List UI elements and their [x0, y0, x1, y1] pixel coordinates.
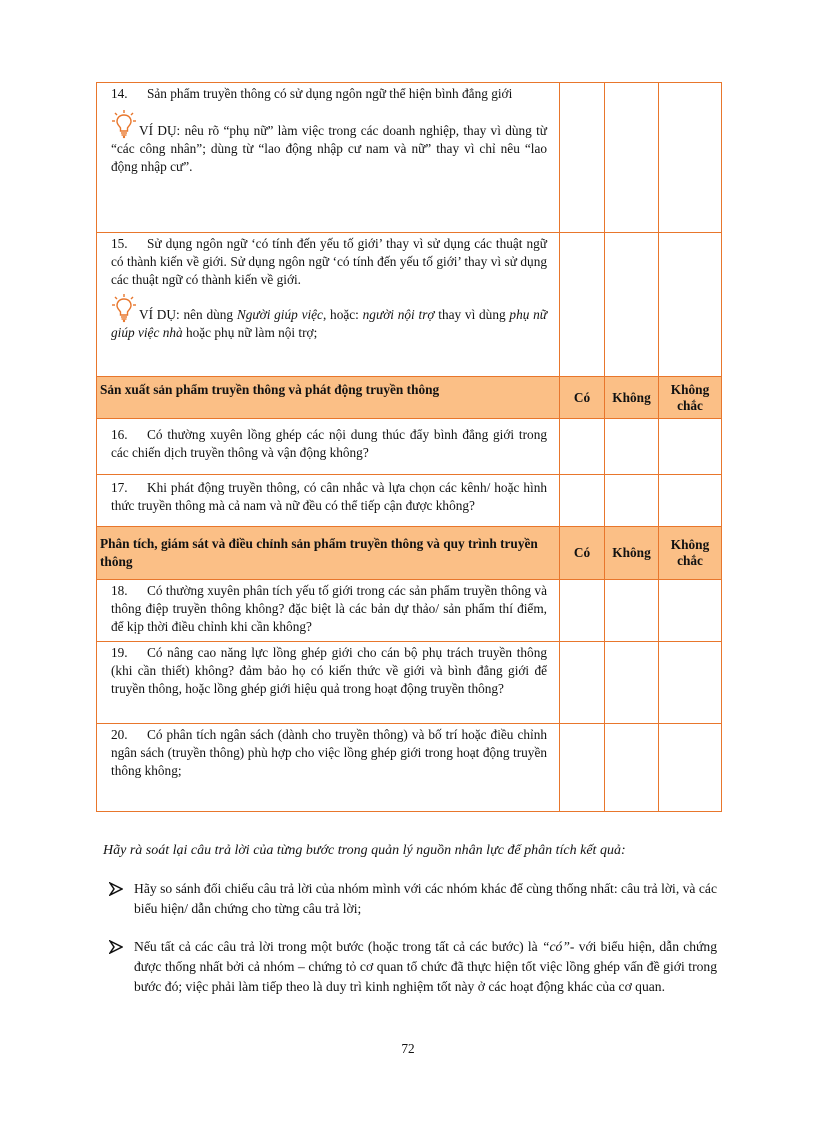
- answer-unsure-cell[interactable]: [659, 724, 722, 812]
- example-label: VÍ DỤ:: [139, 307, 180, 322]
- item-number: 19.: [111, 645, 128, 660]
- answer-unsure-cell[interactable]: [659, 419, 722, 475]
- answer-yes-cell[interactable]: [560, 83, 605, 233]
- col-header-yes: Có: [560, 527, 605, 580]
- question-cell: [97, 83, 560, 233]
- checklist-table: [96, 82, 722, 812]
- question-cell: [97, 419, 560, 475]
- item-text: Có thường xuyên phân tích yếu tố giới trong các sản phẩm truyền thông và thông điệp truyền thông không? đặc biệt là các bản dự thảo/ sản phẩm thí điểm, để kịp thời điều chỉnh khi cần không?: [111, 583, 547, 634]
- answer-unsure-cell[interactable]: [659, 475, 722, 527]
- answer-no-cell[interactable]: [605, 724, 659, 812]
- answer-unsure-cell[interactable]: [659, 642, 722, 724]
- question-cell: [97, 724, 560, 812]
- item-text: Khi phát động truyền thông, có cân nhắc và lựa chọn các kênh/ hoặc hình thức truyền thông mà cả nam và nữ đều có thể tiếp cận được không?: [111, 480, 547, 513]
- table-row: [97, 83, 722, 233]
- bullet-text-italic: “có”-: [541, 939, 575, 954]
- answer-no-cell[interactable]: [605, 83, 659, 233]
- section-header-row: [97, 527, 722, 580]
- answer-yes-cell[interactable]: [560, 580, 605, 642]
- col-header-no: Không: [605, 527, 659, 580]
- col-header-unsure: [659, 527, 722, 580]
- answer-no-cell[interactable]: [605, 580, 659, 642]
- question-cell: [97, 475, 560, 527]
- arrow-bullet-icon: [109, 882, 123, 896]
- question-cell: [97, 233, 560, 377]
- item-number: 14.: [111, 86, 128, 101]
- item-number: 20.: [111, 727, 128, 742]
- header-line: Không: [670, 537, 710, 552]
- example-text: thay vì dùng: [438, 307, 506, 322]
- answer-yes-cell[interactable]: [560, 724, 605, 812]
- table-row: [97, 233, 722, 377]
- answer-unsure-cell[interactable]: [659, 83, 722, 233]
- answer-yes-cell[interactable]: [560, 475, 605, 527]
- table-row: [97, 642, 722, 724]
- table-row: [97, 724, 722, 812]
- header-line: chắc: [677, 397, 703, 413]
- table-row: [97, 580, 722, 642]
- col-header-yes: Có: [560, 377, 605, 419]
- bullet-text: Nếu tất cả các câu trả lời trong một bước (hoặc trong tất cả các bước) là: [134, 939, 538, 954]
- example-text: , hoặc:: [322, 307, 359, 322]
- answer-no-cell[interactable]: [605, 233, 659, 377]
- item-text: Có phân tích ngân sách (dành cho truyền thông) và bố trí hoặc điều chỉnh ngân sách (truyền thông) phù hợp cho việc lồng ghép giới trong hoạt động truyền thông không;: [111, 727, 547, 778]
- section-title: [97, 527, 560, 580]
- example-italic: người nội trợ: [362, 307, 435, 322]
- arrow-bullet-icon: [109, 940, 123, 954]
- question-cell: [97, 580, 560, 642]
- item-text: Sử dụng ngôn ngữ ‘có tính đến yếu tố giới’ thay vì sử dụng các thuật ngữ có thành kiến về giới. Sử dụng ngôn ngữ ‘có tính đến yếu tố giới’ thay vì sử dụng các thuật ngữ có thành kiến về giới.: [111, 236, 547, 287]
- table-row: [97, 419, 722, 475]
- answer-unsure-cell[interactable]: [659, 580, 722, 642]
- section-title: [97, 377, 560, 419]
- bullet-item: [134, 937, 717, 997]
- example-italic: phụ nữ giúp việc nhà: [111, 307, 548, 340]
- item-text: Có nâng cao năng lực lồng ghép giới cho cán bộ phụ trách truyền thông (khi cần thiết) không? đảm bảo họ có kiến thức về giới và bình đẳng giới để truyền thông, hoặc lồng ghép giới hiệu quả trong hoạt động truyền thông?: [111, 645, 547, 696]
- example-italic: Người giúp việc: [236, 307, 323, 322]
- item-text: Có thường xuyên lồng ghép các nội dung thúc đẩy bình đẳng giới trong các chiến dịch truyền thông và vận động không?: [111, 427, 547, 460]
- item-number: 18.: [111, 583, 128, 598]
- answer-no-cell[interactable]: [605, 475, 659, 527]
- answer-yes-cell[interactable]: [560, 642, 605, 724]
- example-label: VÍ DỤ:: [139, 123, 181, 138]
- lightbulb-icon: [111, 109, 137, 139]
- answer-yes-cell[interactable]: [560, 419, 605, 475]
- bullet-text: với biểu hiện, dẫn chứng được thống nhất bởi cả nhóm – chứng tỏ cơ quan tổ chức đã thực hiện tốt việc lồng ghép vấn đề giới trong bước đó; việc phải làm tiếp theo là duy trì kinh nghiệm tốt này ở các hoạt động khác của cơ quan.: [134, 939, 718, 994]
- answer-no-cell[interactable]: [605, 419, 659, 475]
- header-line: chắc: [677, 553, 703, 568]
- item-number: 17.: [111, 480, 128, 495]
- item-text: Sản phẩm truyền thông có sử dụng ngôn ngữ thể hiện bình đẳng giới: [147, 86, 513, 101]
- col-header-no: Không: [605, 377, 659, 419]
- lightbulb-icon: [111, 293, 137, 323]
- item-number: 16.: [111, 427, 128, 442]
- table-row: [97, 475, 722, 527]
- answer-no-cell[interactable]: [605, 642, 659, 724]
- section-header-row: [97, 377, 722, 419]
- section-title-text: Phân tích, giám sát và điều chỉnh sản phẩm truyền thông và quy trình truyền thông: [100, 536, 538, 569]
- question-cell: [97, 642, 560, 724]
- example-text: hoặc phụ nữ làm nội trợ;: [185, 325, 318, 340]
- example-text: nên dùng: [183, 307, 234, 322]
- answer-unsure-cell[interactable]: [659, 233, 722, 377]
- answer-yes-cell[interactable]: [560, 233, 605, 377]
- col-header-unsure: [659, 377, 722, 419]
- item-number: 15.: [111, 236, 128, 251]
- example-text: nêu rõ “phụ nữ” làm việc trong các doanh nghiệp, thay vì dùng từ “các công nhân”; dùng từ “lao động nhập cư nam và nữ” thay vì chỉ nêu “lao động nhập cư”.: [111, 123, 547, 174]
- header-line: Không: [670, 381, 710, 397]
- summary-instruction: Hãy rà soát lại câu trả lời của từng bước trong quản lý nguồn nhân lực để phân tích kết quả:: [103, 843, 626, 858]
- page-number: 72: [401, 1041, 415, 1056]
- section-title-text: Sản xuất sản phẩm truyền thông và phát động truyền thông: [100, 382, 440, 397]
- bullet-item: [134, 879, 717, 919]
- bullet-text: Hãy so sánh đối chiếu câu trả lời của nhóm mình với các nhóm khác để cùng thống nhất: câu trả lời, và các biểu hiện/ dẫn chứng cho từng câu trả lời;: [134, 881, 717, 916]
